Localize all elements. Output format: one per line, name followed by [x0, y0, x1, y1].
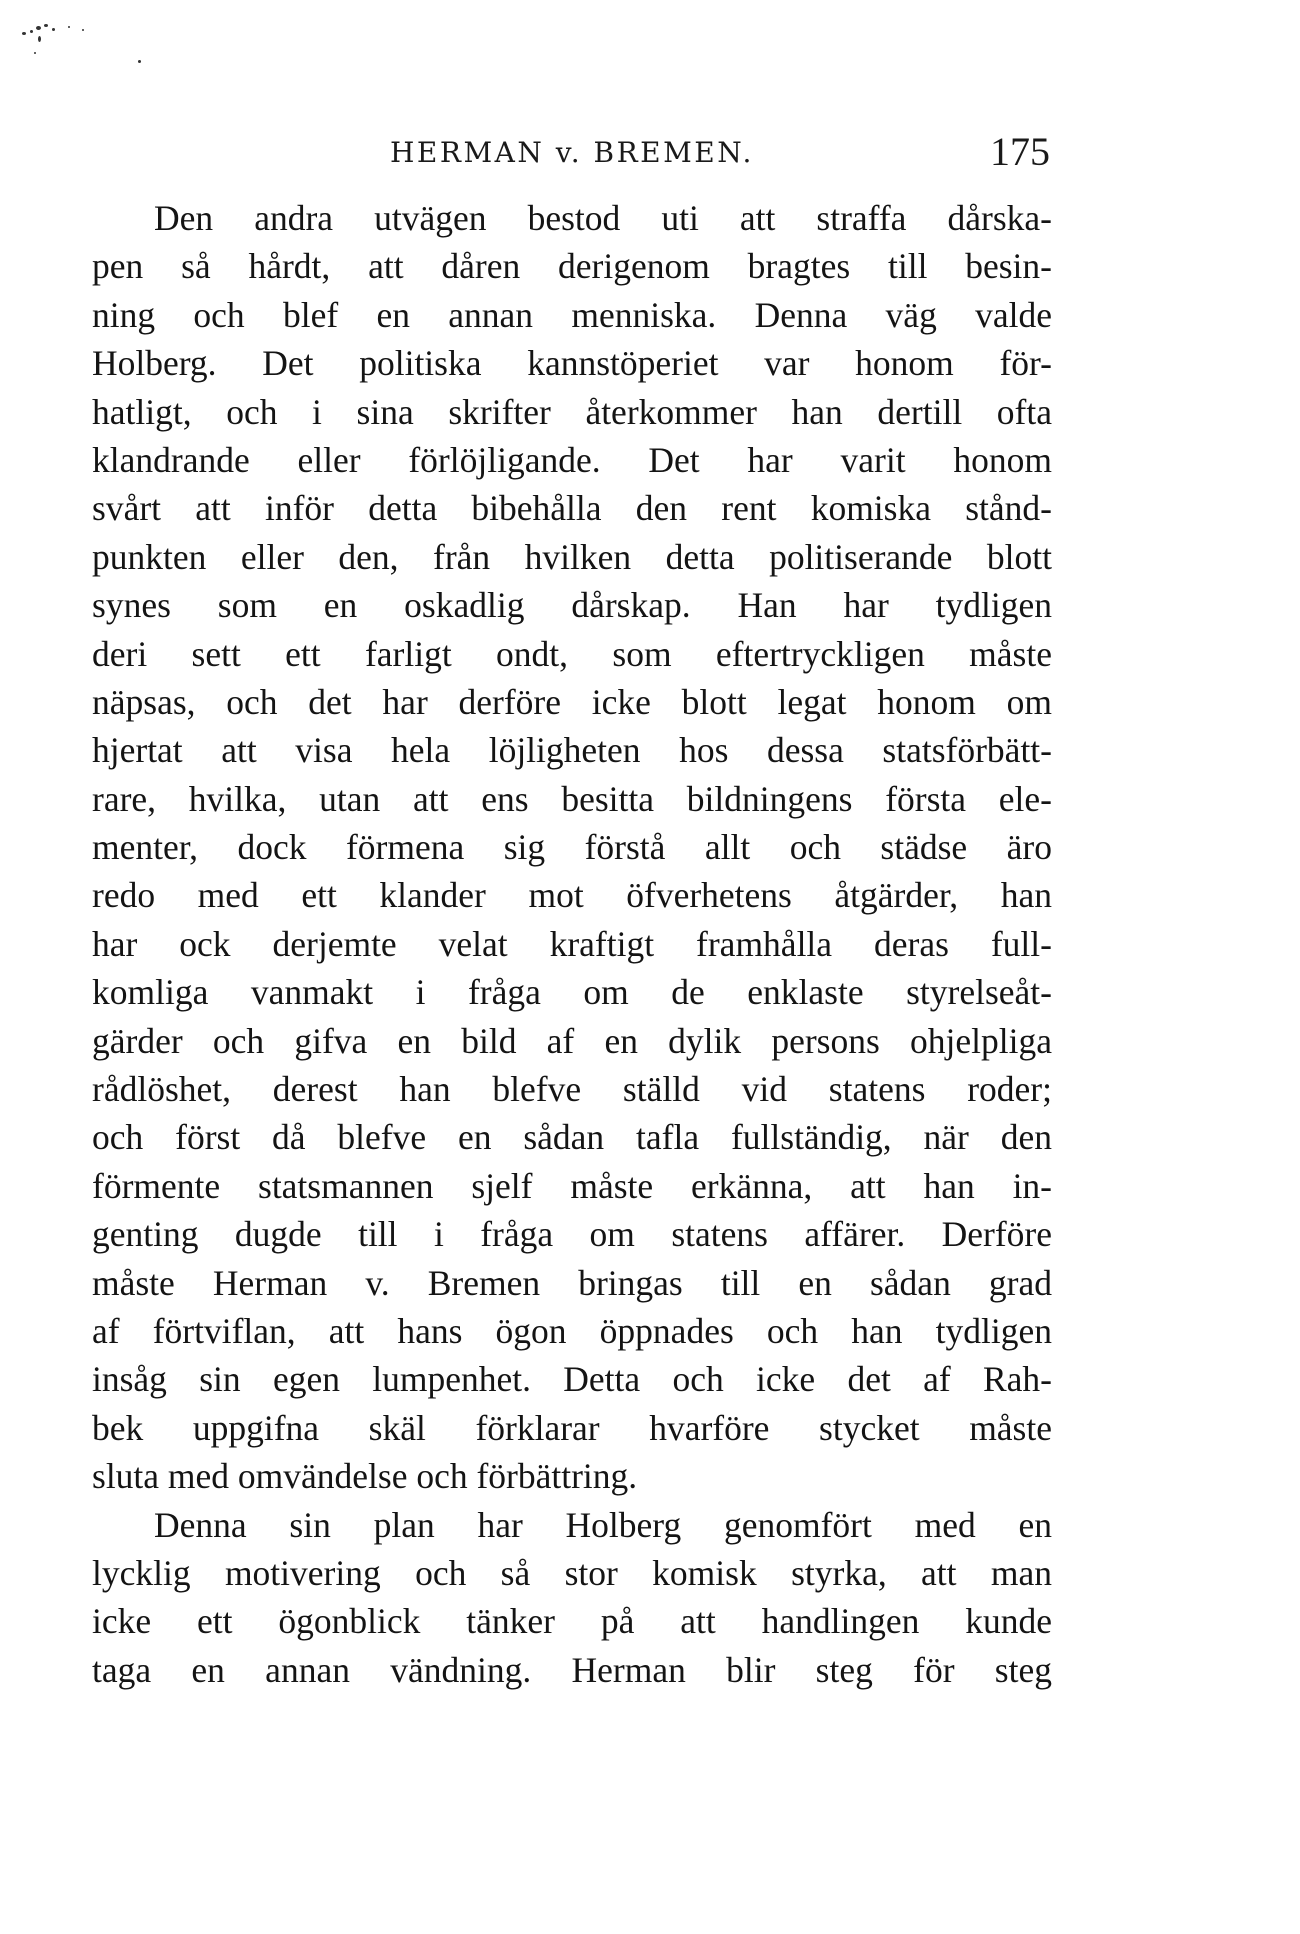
page-header [0, 128, 1300, 176]
text-line: punkten eller den, från hvilken detta politiserande blott [92, 536, 1052, 577]
text-line: måste Herman v. Bremen bringas till en sådan grad [92, 1262, 1052, 1303]
text-line: redo med ett klander mot öfverhetens åtgärder, han [92, 875, 1052, 916]
text-line: synes som en oskadlig dårskap. Han har tydligen [92, 585, 1052, 626]
text-line: klandrande eller förlöjligande. Det har varit honom [92, 439, 1052, 480]
text-line: hjertat att visa hela löjligheten hos dessa statsförbätt- [92, 730, 1052, 771]
page-number: 175 [990, 129, 1050, 174]
text-line: Holberg. Det politiska kannstöperiet var honom för- [92, 343, 1052, 384]
text-line: komliga vanmakt i fråga om de enklaste styrelseåt- [92, 972, 1052, 1013]
text-line: insåg sin egen lumpenhet. Detta och icke det af Rah- [92, 1359, 1052, 1400]
running-title: HERMAN v. BREMEN. [390, 136, 754, 169]
text-line: lycklig motivering och så stor komisk styrka, att man [92, 1552, 1052, 1593]
text-line: pen så hårdt, att dåren derigenom bragtes till besin- [92, 246, 1052, 287]
print-specks [20, 14, 160, 74]
text-line: ning och blef en annan menniska. Denna väg valde [92, 294, 1052, 335]
text-line: förmente statsmannen sjelf måste erkänna, att han in- [92, 1165, 1052, 1206]
text-line: har ock derjemte velat kraftigt framhålla deras full- [92, 923, 1052, 964]
text-line: Den andra utvägen bestod uti att straffa dårska- [154, 198, 1052, 238]
text-line: menter, dock förmena sig förstå allt och städse äro [92, 827, 1052, 868]
text-line: svårt att inför detta bibehålla den rent komiska stånd- [92, 488, 1052, 529]
text-line: genting dugde till i fråga om statens affärer. Derföre [92, 1214, 1052, 1255]
text-line: hatligt, och i sina skrifter återkommer han dertill ofta [92, 391, 1052, 432]
text-line: sluta med omvändelse och förbättring. [92, 1456, 638, 1497]
text-line: rare, hvilka, utan att ens besitta bildningens första ele- [92, 778, 1052, 819]
text-line: gärder och gifva en bild af en dylik persons ohjelpliga [92, 1020, 1052, 1061]
text-line: deri sett ett farligt ondt, som eftertryckligen måste [92, 633, 1052, 674]
text-line: rådlöshet, derest han blefve ställd vid statens roder; [92, 1069, 1052, 1110]
text-line: bek uppgifna skäl förklarar hvarföre stycket måste [92, 1407, 1052, 1448]
text-line: af förtviflan, att hans ögon öppnades och han tydligen [92, 1310, 1052, 1351]
body-text [92, 194, 1052, 1694]
text-line: icke ett ögonblick tänker på att handlingen kunde [92, 1601, 1052, 1642]
text-line: Denna sin plan har Holberg genomfört med en [154, 1504, 1052, 1545]
text-line: taga en annan vändning. Herman blir steg för steg [92, 1649, 1052, 1690]
text-line: och först då blefve en sådan tafla fullständig, när den [92, 1117, 1052, 1158]
text-line: näpsas, och det har derföre icke blott legat honom om [92, 681, 1052, 722]
